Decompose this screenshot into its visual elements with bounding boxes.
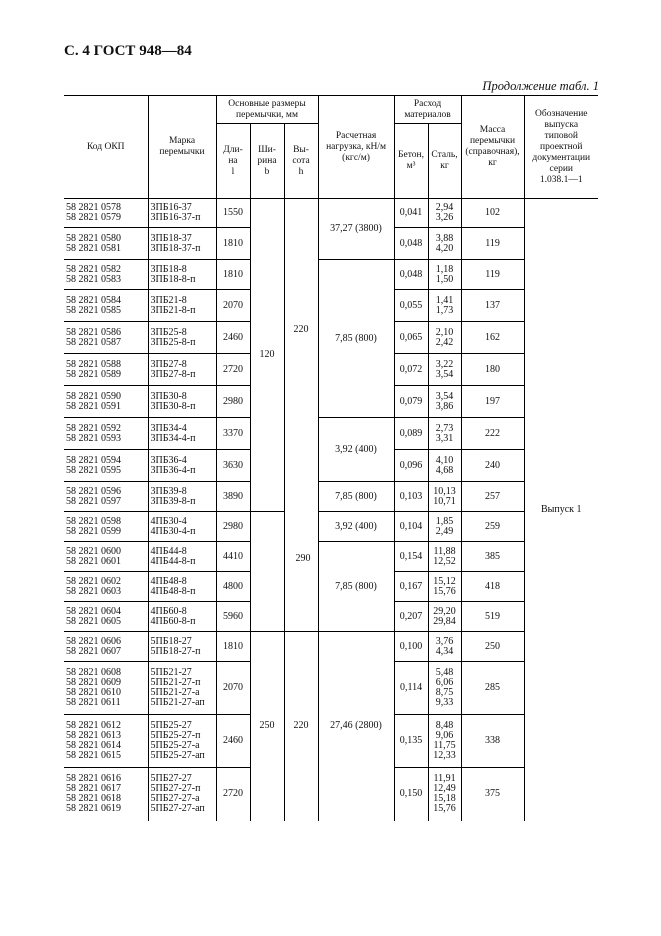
table-body (64, 199, 598, 821)
width-blank (250, 512, 284, 632)
lintel-mass: 197 (461, 386, 524, 418)
okp-code: 58 2821 0616 58 2821 0617 58 2821 0618 58 2821 0619 (64, 768, 148, 821)
table-row (64, 482, 598, 512)
lintel-length: 1810 (216, 228, 250, 260)
table-row (64, 512, 598, 542)
table-row (64, 632, 598, 662)
concrete-volume: 0,207 (394, 602, 428, 632)
header-steel: Сталь, кг (428, 124, 461, 199)
lintel-mass: 375 (461, 768, 524, 821)
lintel-length: 2720 (216, 354, 250, 386)
lintel-length: 4800 (216, 572, 250, 602)
lintel-length: 2460 (216, 715, 250, 768)
lintel-mass: 259 (461, 512, 524, 542)
lintel-mass: 519 (461, 602, 524, 632)
header-width: Ши- рина b (250, 124, 284, 199)
concrete-volume: 0,100 (394, 632, 428, 662)
lintel-mark: 4ПБ44-8 4ПБ44-8-п (148, 542, 216, 572)
concrete-volume: 0,072 (394, 354, 428, 386)
page-header: С. 4 ГОСТ 948—84 (64, 43, 192, 59)
steel-mass: 4,10 4,68 (428, 450, 461, 482)
okp-code: 58 2821 0592 58 2821 0593 (64, 418, 148, 450)
specification-table-wrap (64, 95, 598, 821)
lintel-width: 120 (250, 199, 284, 512)
design-load: 37,27 (3800) (318, 199, 394, 260)
lintel-mass: 102 (461, 199, 524, 228)
lintel-mark: 3ПБ34-4 3ПБ34-4-п (148, 418, 216, 450)
lintel-mark: 4ПБ30-4 4ПБ30-4-п (148, 512, 216, 542)
lintel-length: 4410 (216, 542, 250, 572)
lintel-width: 250 (250, 632, 284, 821)
header-materials: Расход материалов (394, 96, 461, 124)
steel-mass: 2,94 3,26 (428, 199, 461, 228)
table-row (64, 542, 598, 572)
table-row (64, 260, 598, 290)
header-length: Дли- на l (216, 124, 250, 199)
lintel-height: 220 (284, 632, 318, 821)
lintel-height-290: 290 (295, 553, 311, 564)
okp-code: 58 2821 0584 58 2821 0585 (64, 290, 148, 322)
okp-code: 58 2821 0612 58 2821 0613 58 2821 0614 58 2821 0615 (64, 715, 148, 768)
series-issue: Выпуск 1 (524, 199, 598, 821)
lintel-mark: 5ПБ25-27 5ПБ25-27-п 5ПБ25-27-а 5ПБ25-27-ап (148, 715, 216, 768)
design-load: 3,92 (400) (318, 512, 394, 542)
continuation-note: Продолжение табл. 1 (482, 79, 599, 93)
lintel-length: 2460 (216, 322, 250, 354)
concrete-volume: 0,048 (394, 228, 428, 260)
specification-table (64, 95, 598, 821)
lintel-mark: 4ПБ48-8 4ПБ48-8-п (148, 572, 216, 602)
okp-code: 58 2821 0600 58 2821 0601 (64, 542, 148, 572)
lintel-mark: 4ПБ60-8 4ПБ60-8-п (148, 602, 216, 632)
steel-mass: 3,76 4,34 (428, 632, 461, 662)
steel-mass: 10,13 10,71 (428, 482, 461, 512)
lintel-length: 3630 (216, 450, 250, 482)
design-load: 7,85 (800) (318, 542, 394, 632)
okp-code: 58 2821 0588 58 2821 0589 (64, 354, 148, 386)
lintel-length: 1810 (216, 260, 250, 290)
steel-mass: 2,73 3,31 (428, 418, 461, 450)
lintel-mass: 257 (461, 482, 524, 512)
lintel-mass: 180 (461, 354, 524, 386)
lintel-mark: 5ПБ21-27 5ПБ21-27-п 5ПБ21-27-а 5ПБ21-27-ап (148, 662, 216, 715)
design-load: 3,92 (400) (318, 418, 394, 482)
lintel-mass: 240 (461, 450, 524, 482)
lintel-mass: 119 (461, 260, 524, 290)
lintel-length: 1550 (216, 199, 250, 228)
lintel-length: 1810 (216, 632, 250, 662)
lintel-length: 2070 (216, 662, 250, 715)
header-load: Расчетная нагрузка, кН/м (кгс/м) (318, 96, 394, 199)
steel-mass: 1,41 1,73 (428, 290, 461, 322)
design-load: 7,85 (800) (318, 260, 394, 418)
steel-mass: 5,48 6,06 8,75 9,33 (428, 662, 461, 715)
concrete-volume: 0,114 (394, 662, 428, 715)
table-row (64, 199, 598, 228)
okp-code: 58 2821 0604 58 2821 0605 (64, 602, 148, 632)
concrete-volume: 0,096 (394, 450, 428, 482)
lintel-mass: 338 (461, 715, 524, 768)
okp-code: 58 2821 0608 58 2821 0609 58 2821 0610 58 2821 0611 (64, 662, 148, 715)
steel-mass: 2,10 2,42 (428, 322, 461, 354)
lintel-mark: 3ПБ27-8 3ПБ27-8-п (148, 354, 216, 386)
okp-code: 58 2821 0578 58 2821 0579 (66, 202, 121, 223)
steel-mass: 8,48 9,06 11,75 12,33 (428, 715, 461, 768)
concrete-volume: 0,167 (394, 572, 428, 602)
steel-mass: 15,12 15,76 (428, 572, 461, 602)
lintel-mass: 137 (461, 290, 524, 322)
lintel-mass: 222 (461, 418, 524, 450)
concrete-volume: 0,065 (394, 322, 428, 354)
header-main-dims: Основные размеры перемычки, мм (216, 96, 318, 124)
lintel-length: 2070 (216, 290, 250, 322)
lintel-mark: 3ПБ25-8 3ПБ25-8-п (148, 322, 216, 354)
steel-mass: 3,88 4,20 (428, 228, 461, 260)
steel-mass: 1,18 1,50 (428, 260, 461, 290)
lintel-mass: 162 (461, 322, 524, 354)
okp-code: 58 2821 0606 58 2821 0607 (64, 632, 148, 662)
lintel-height: 220 (284, 199, 318, 632)
steel-mass: 3,54 3,86 (428, 386, 461, 418)
lintel-mark: 5ПБ18-27 5ПБ18-27-п (148, 632, 216, 662)
okp-code: 58 2821 0594 58 2821 0595 (64, 450, 148, 482)
concrete-volume: 0,079 (394, 386, 428, 418)
steel-mass: 3,22 3,54 (428, 354, 461, 386)
okp-code: 58 2821 0590 58 2821 0591 (64, 386, 148, 418)
concrete-volume: 0,154 (394, 542, 428, 572)
concrete-volume: 0,104 (394, 512, 428, 542)
okp-code: 58 2821 0598 58 2821 0599 (64, 512, 148, 542)
lintel-mass: 250 (461, 632, 524, 662)
concrete-volume: 0,135 (394, 715, 428, 768)
lintel-mass: 385 (461, 542, 524, 572)
okp-code: 58 2821 0586 58 2821 0587 (64, 322, 148, 354)
lintel-length: 2720 (216, 768, 250, 821)
lintel-mark: 3ПБ39-8 3ПБ39-8-п (148, 482, 216, 512)
concrete-volume: 0,089 (394, 418, 428, 450)
concrete-volume: 0,055 (394, 290, 428, 322)
okp-code: 58 2821 0602 58 2821 0603 (64, 572, 148, 602)
lintel-length: 3370 (216, 418, 250, 450)
lintel-mass: 285 (461, 662, 524, 715)
table-row (64, 418, 598, 450)
header-mass: Масса перемычки (справочная), кг (461, 96, 524, 199)
lintel-mark: 3ПБ30-8 3ПБ30-8-п (148, 386, 216, 418)
header-series: Обозначение выпуска типовой проектной документации серии 1.038.1—1 (524, 96, 598, 199)
steel-mass: 11,91 12,49 15,18 15,76 (428, 768, 461, 821)
design-load: 7,85 (800) (318, 482, 394, 512)
okp-code: 58 2821 0596 58 2821 0597 (64, 482, 148, 512)
concrete-volume: 0,103 (394, 482, 428, 512)
lintel-length: 2980 (216, 512, 250, 542)
lintel-length: 3890 (216, 482, 250, 512)
header-concrete: Бетон, м³ (394, 124, 428, 199)
lintel-mark: 3ПБ36-4 3ПБ36-4-п (148, 450, 216, 482)
concrete-volume: 0,150 (394, 768, 428, 821)
steel-mass: 1,85 2,49 (428, 512, 461, 542)
lintel-mass: 119 (461, 228, 524, 260)
steel-mass: 11,88 12,52 (428, 542, 461, 572)
lintel-mark: 5ПБ27-27 5ПБ27-27-п 5ПБ27-27-а 5ПБ27-27-ап (148, 768, 216, 821)
concrete-volume: 0,041 (394, 199, 428, 228)
header-mark: Марка перемычки (148, 96, 216, 199)
header-height: Вы- сота h (284, 124, 318, 199)
lintel-mark: 3ПБ16-37 3ПБ16-37-п (148, 199, 216, 228)
okp-code: 58 2821 0582 58 2821 0583 (64, 260, 148, 290)
steel-mass: 29,20 29,84 (428, 602, 461, 632)
lintel-mass: 418 (461, 572, 524, 602)
design-load: 27,46 (2800) (318, 632, 394, 821)
lintel-length: 2980 (216, 386, 250, 418)
lintel-length: 5960 (216, 602, 250, 632)
okp-code: 58 2821 0580 58 2821 0581 (64, 228, 148, 260)
lintel-mark: 3ПБ21-8 3ПБ21-8-п (148, 290, 216, 322)
lintel-mark: 3ПБ18-8 3ПБ18-8-п (148, 260, 216, 290)
lintel-mark: 3ПБ18-37 3ПБ18-37-п (148, 228, 216, 260)
header-code: Код ОКП (64, 96, 148, 199)
concrete-volume: 0,048 (394, 260, 428, 290)
